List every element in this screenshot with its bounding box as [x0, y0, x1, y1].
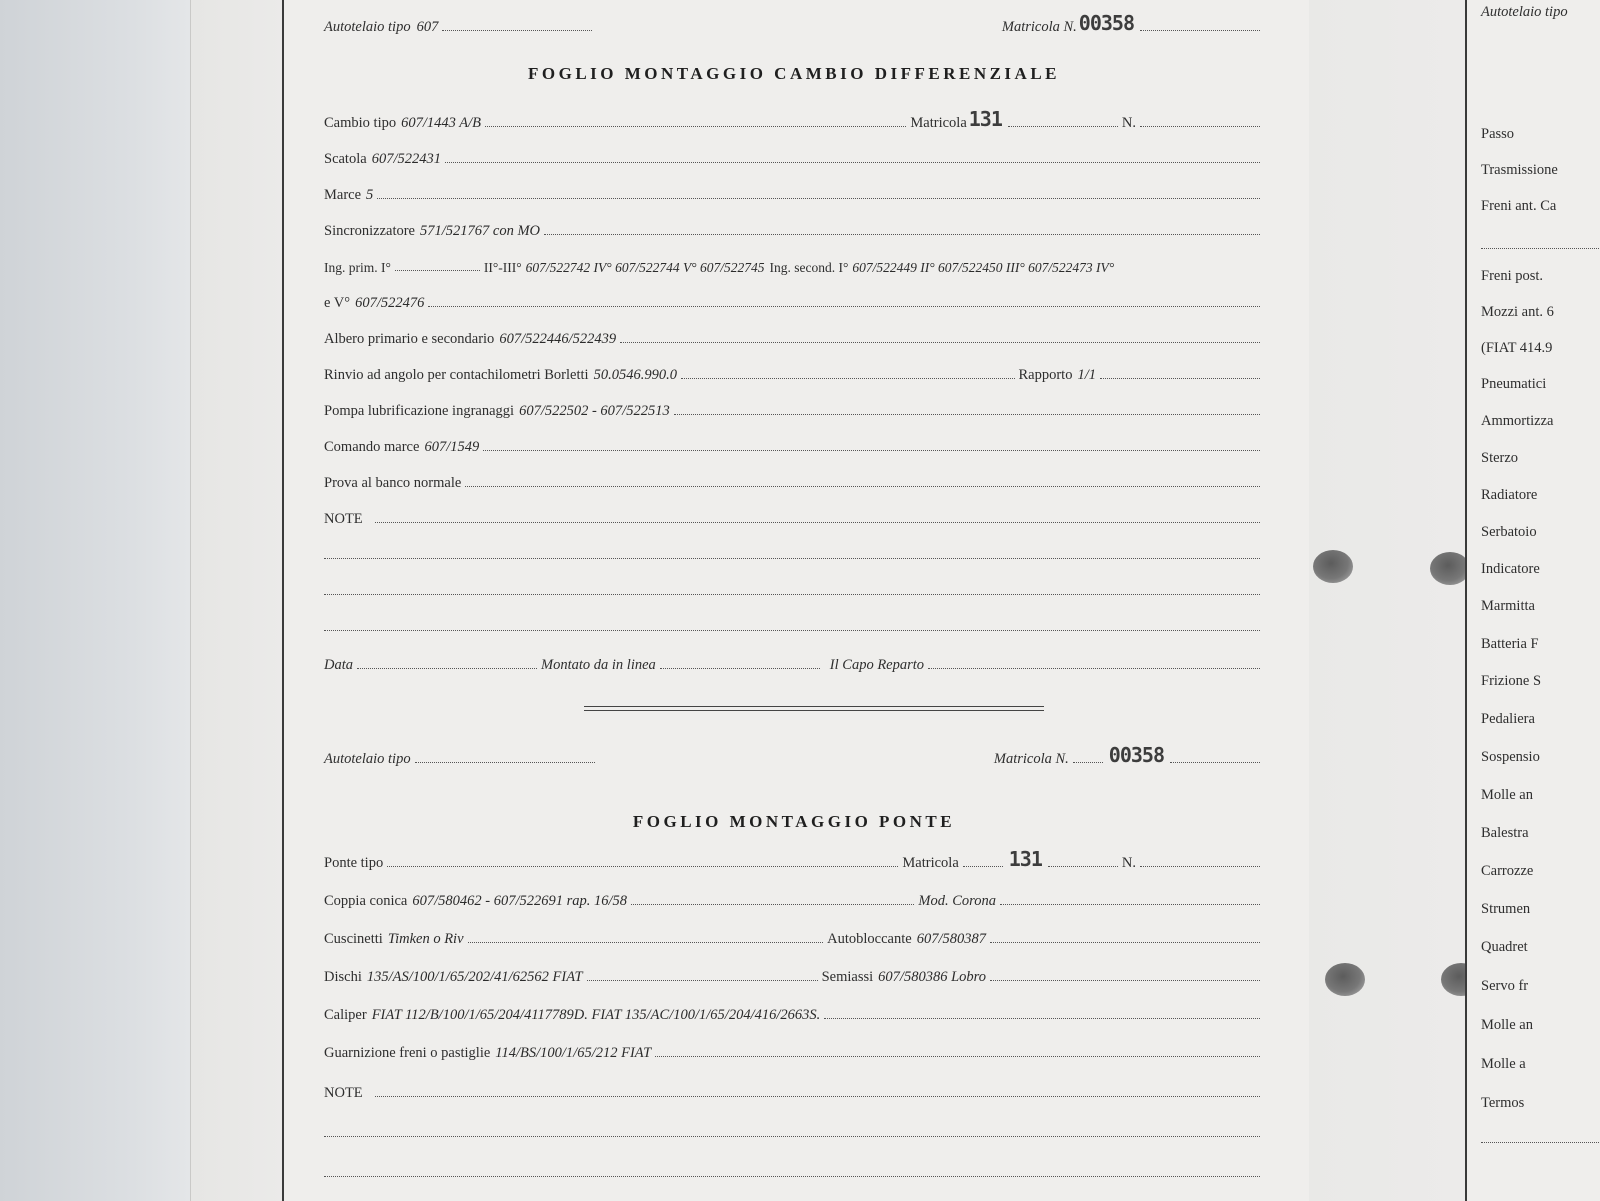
field-value: 607/522446/522439 [499, 331, 617, 347]
form-row [324, 846, 1264, 872]
punch-hole [1313, 550, 1353, 583]
right-item: Frizione S [1481, 673, 1542, 689]
fill-line [544, 234, 1260, 235]
form-row [324, 358, 1264, 384]
field-value: 607/580387 [916, 931, 986, 947]
fill-line [1008, 126, 1118, 127]
right-item: Radiatore [1481, 487, 1538, 503]
adjacent-form-sheet [1465, 0, 1600, 1201]
form-row [324, 178, 1264, 204]
field-label: Ing. prim. I° [324, 260, 391, 275]
fill-line [377, 198, 1260, 199]
field-label: Matricola [902, 855, 959, 871]
fill-line [465, 486, 1260, 487]
right-header: Autotelaio tipo [1481, 4, 1568, 20]
fill-line [1140, 126, 1260, 127]
field-label: Pompa lubrificazione ingranaggi [324, 403, 515, 419]
field-value: 571/521767 con MO [420, 223, 541, 239]
field-label: Prova al banco normale [324, 475, 462, 491]
punch-hole [1325, 963, 1365, 996]
fill-line [428, 306, 1260, 307]
field-label: Scatola [324, 151, 367, 167]
matricola-stamp: 131 [968, 107, 1002, 131]
field-label: Albero primario e secondario [324, 331, 495, 347]
header-row-1 [324, 10, 1264, 36]
form-row [324, 466, 1264, 492]
form-row [324, 922, 1264, 948]
fill-line [1000, 904, 1260, 905]
field-label: Caliper [324, 1007, 367, 1023]
assembly-form-sheet [282, 0, 1311, 1201]
matricola-stamp: 131 [1008, 847, 1042, 871]
autotelaio-label: Autotelaio tipo [324, 751, 411, 767]
fill-line [375, 522, 1260, 523]
fill-line [1073, 762, 1103, 763]
form-row [324, 394, 1264, 420]
field-label: Cuscinetti [324, 931, 383, 947]
fill-line [324, 558, 1260, 559]
field-value: 607/522431 [371, 151, 441, 167]
field-value: 607/580462 - 607/522691 rap. 16/58 [412, 893, 628, 909]
field-label: Autobloccante [827, 931, 912, 947]
field-value: 607/522476 [355, 295, 425, 311]
right-item: (FIAT 414.9 [1481, 340, 1553, 356]
autotelaio-value: 607 [416, 19, 439, 35]
fill-line [357, 668, 537, 669]
autotelaio-label: Autotelaio tipo [324, 19, 411, 35]
right-item: Freni post. [1481, 268, 1544, 284]
fill-line [485, 126, 906, 127]
note-line [324, 574, 1264, 600]
matricola-stamp: 00358 [1078, 11, 1134, 35]
note-line [324, 538, 1264, 564]
field-label: Il Capo Reparto [829, 657, 925, 673]
fill-line [1100, 378, 1260, 379]
form-row-note [324, 1076, 1264, 1102]
field-label: Mod. Corona [918, 893, 996, 909]
fill-line [681, 378, 1015, 379]
field-label: Rapporto [1018, 367, 1073, 383]
note-line [324, 1116, 1264, 1142]
field-label: Matricola [910, 115, 967, 131]
fill-line [824, 1018, 1260, 1019]
right-item: Passo [1481, 126, 1515, 142]
field-value: 607/522502 - 607/522513 [519, 403, 670, 419]
form-row [324, 142, 1264, 168]
right-item: Carrozze [1481, 863, 1534, 879]
field-label: N. [1121, 115, 1136, 131]
fill-line [1140, 30, 1260, 31]
background-surface [0, 0, 190, 1201]
form-row [324, 106, 1264, 132]
fill-line [963, 866, 1003, 867]
field-label: Data [324, 657, 353, 673]
section-title-cambio: FOGLIO MONTAGGIO CAMBIO DIFFERENZIALE [527, 64, 1061, 83]
field-value: FIAT 112/B/100/1/65/204/4117789D. FIAT 135/AC/100/1/65/204/416/2663S. [371, 1007, 821, 1023]
fill-line [324, 594, 1260, 595]
form-row [324, 884, 1264, 910]
fill-line [395, 270, 480, 271]
right-item: Strumen [1481, 901, 1531, 917]
section-divider [584, 706, 1044, 711]
right-item: Pneumatici [1481, 376, 1547, 392]
fill-line [1048, 866, 1118, 867]
right-item: Indicatore [1481, 561, 1540, 577]
fill-line [1140, 866, 1260, 867]
field-value: 607/1549 [424, 439, 480, 455]
header-row-2 [324, 742, 1264, 768]
right-item: Pedaliera [1481, 711, 1535, 727]
field-label: Montato da in linea [541, 657, 656, 673]
fill-line [324, 630, 1260, 631]
right-item: Serbatoio [1481, 524, 1537, 540]
field-label: Coppia conica [324, 893, 408, 909]
field-value: 135/AS/100/1/65/202/41/62562 FIAT [366, 969, 583, 985]
note-line [324, 1156, 1264, 1182]
right-item: Balestra [1481, 825, 1529, 841]
fill-line [1481, 248, 1600, 249]
right-item: Termos [1481, 1095, 1525, 1111]
fill-line [990, 980, 1260, 981]
binder-gap [1309, 0, 1465, 1201]
matricola-label: Matricola N. [1001, 19, 1077, 35]
form-row [324, 1036, 1264, 1062]
fill-line [631, 904, 914, 905]
field-label: Marce [324, 187, 362, 203]
fill-line [655, 1056, 1260, 1057]
matricola-stamp: 00358 [1108, 743, 1164, 767]
fill-line [1481, 1142, 1600, 1143]
right-item: Sospensio [1481, 749, 1540, 765]
field-value: Timken o Riv [387, 931, 464, 947]
field-label: Comando marce [324, 439, 420, 455]
right-item: Molle an [1481, 1017, 1533, 1033]
fill-line [468, 942, 824, 943]
right-item: Marmitta [1481, 598, 1535, 614]
field-label: NOTE [324, 511, 363, 527]
note-line [324, 610, 1264, 636]
fill-line [674, 414, 1260, 415]
field-label: N. [1121, 855, 1136, 871]
fill-line [587, 980, 818, 981]
fill-line [620, 342, 1260, 343]
right-item: Ammortizza [1481, 413, 1554, 429]
fill-line [375, 1096, 1260, 1097]
field-value: 50.0546.990.0 [593, 367, 677, 383]
form-row [324, 250, 1264, 276]
form-row [324, 322, 1264, 348]
form-row [324, 430, 1264, 456]
field-label: II°-III° [483, 260, 522, 275]
right-item: Quadret [1481, 939, 1528, 955]
field-value: 5 [366, 187, 374, 203]
section-title-ponte: FOGLIO MONTAGGIO PONTE [632, 812, 956, 831]
fill-line [324, 1176, 1260, 1177]
right-item: Trasmissione [1481, 162, 1558, 178]
field-value: 607/1443 A/B [401, 115, 481, 131]
fill-line [990, 942, 1260, 943]
field-label: Dischi [324, 969, 362, 985]
field-label: Sincronizzatore [324, 223, 415, 239]
signature-row [324, 648, 1264, 674]
field-label: Ing. second. I° [769, 260, 849, 275]
right-item: Servo fr [1481, 978, 1529, 994]
punch-hole [1430, 552, 1470, 585]
fill-line [1170, 762, 1260, 763]
form-row [324, 960, 1264, 986]
field-label: NOTE [324, 1085, 363, 1101]
fill-line [483, 450, 1260, 451]
matricola-label: Matricola N. [993, 751, 1069, 767]
right-item: Molle an [1481, 787, 1533, 803]
right-item: Freni ant. Ca [1481, 198, 1557, 214]
fill-line [660, 668, 820, 669]
fill-line [324, 1136, 1260, 1137]
field-label: Ponte tipo [324, 855, 384, 871]
fill-line [387, 866, 898, 867]
field-value: 607/522742 IV° 607/522744 V° 607/522745 [525, 260, 765, 275]
fill-line [928, 668, 1260, 669]
field-label: e V° [324, 295, 351, 311]
field-label: Semiassi [821, 969, 874, 985]
right-item: Batteria F [1481, 636, 1539, 652]
field-label: Cambio tipo [324, 115, 397, 131]
fill-line [442, 30, 592, 31]
field-value: 114/BS/100/1/65/212 FIAT [495, 1045, 652, 1061]
form-row [324, 214, 1264, 240]
right-item: Molle a [1481, 1056, 1526, 1072]
fill-line [445, 162, 1260, 163]
form-row-note [324, 502, 1264, 528]
field-value: 607/522449 II° 607/522450 III° 607/522473 IV° [852, 260, 1115, 275]
field-value: 607/580386 Lobro [878, 969, 986, 985]
form-row [324, 286, 1264, 312]
field-label: Rinvio ad angolo per contachilometri Borletti [324, 367, 589, 383]
form-row [324, 998, 1264, 1024]
field-value: 1/1 [1077, 367, 1096, 383]
field-label: Guarnizione freni o pastiglie [324, 1045, 491, 1061]
fill-line [415, 762, 595, 763]
right-item: Sterzo [1481, 450, 1519, 466]
right-item: Mozzi ant. 6 [1481, 304, 1554, 320]
